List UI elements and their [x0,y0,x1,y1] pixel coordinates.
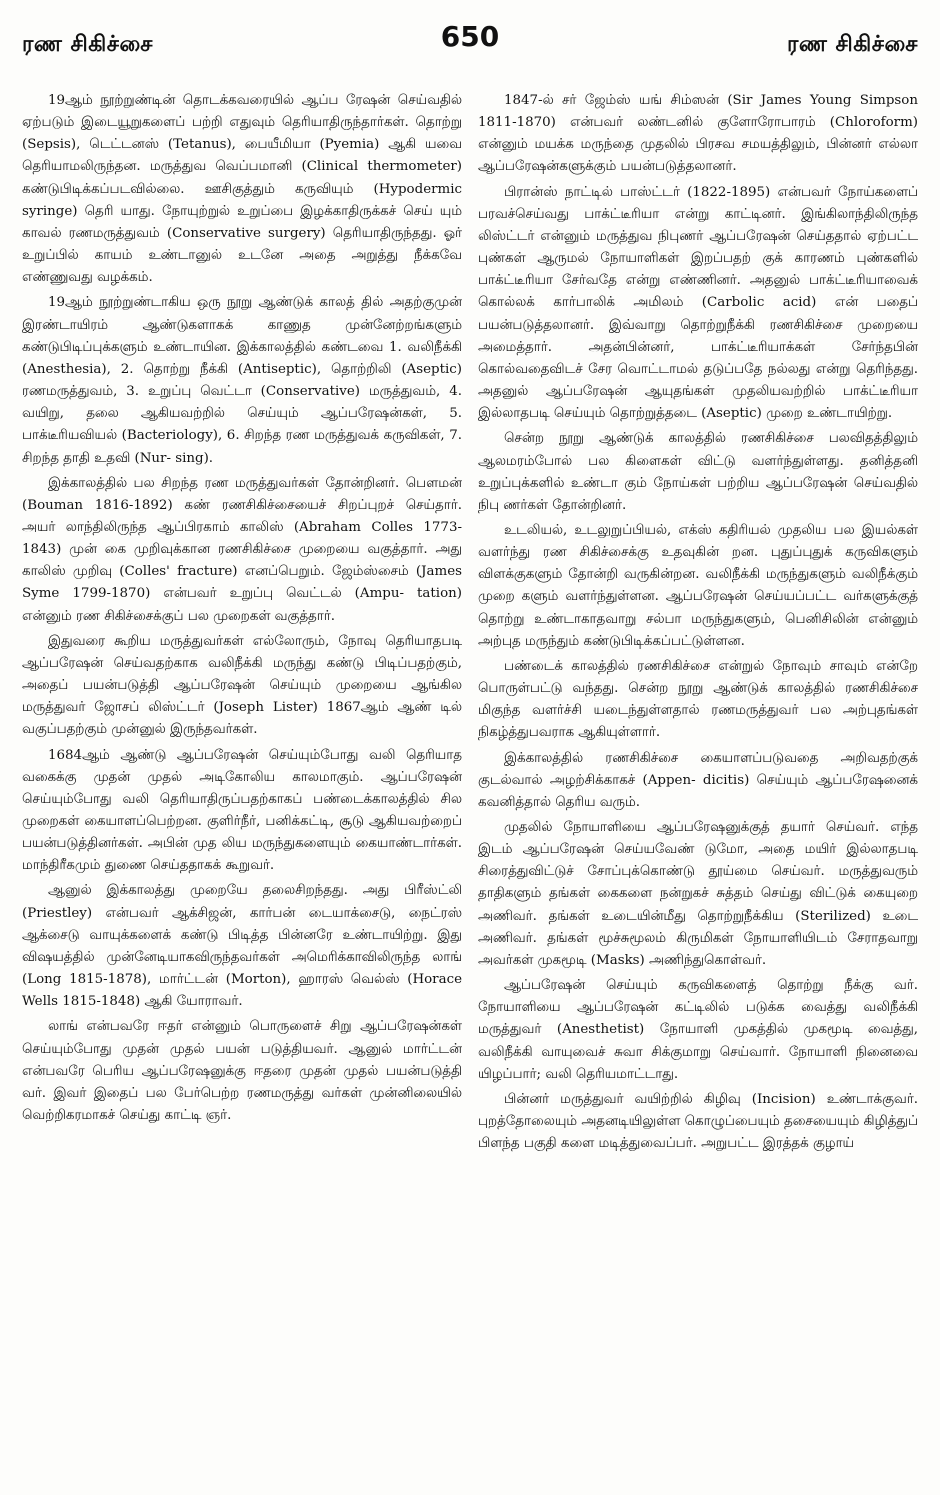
text-columns [22,90,918,1158]
left-column [22,90,462,1158]
paragraph: முதலில் நோயாளியை ஆப்பரேஷனுக்குத் தயார் செய்வர். எந்த இடம் ஆப்பரேஷன் செய்யவேண் டுமோ, அதை மயிர் இல்லாதபடி சிரைத்துவிட்டுச் சோப்புக்கொண்டு தூய்மை செய்வர். மருத்துவரும் தாதிகளும் தங்கள் கைகளை நன்றுகச் சுத்தம் செய்து விட்டுக் கையுறை அணிவர். தங்கள் உடையின்மீது தொற்றுநீக்கிய (Sterilized) உடை அணிவர். தங்கள் மூச்சுமூலம் கிருமிகள் நோயாளியிடம் சேராதவாறு அவர்கள் முகமூடி (Masks) அணிந்துகொள்வர். [478,820,918,968]
paragraph: 19ஆம் நூற்றுண்டாகிய ஒரு நூறு ஆண்டுக் காலத் தில் அதற்குமுன் இரண்டாயிரம் ஆண்டுகளாகக் காணுத முன்னேற்றங்களும் கண்டுபிடிப்புக்களும் உண்டாயின. இக்காலத்தில் கண்டவை 1. வலிநீக்கி (Anesthesia), 2. தொற்று நீக்கி (Antiseptic), தொற்றிலி (Aseptic) ரணமருத்துவம், 3. உறுப்பு வெட்டா (Conservative) மருத்துவம், 4. வயிறு, தலை ஆகியவற்றில் செய்யும் ஆப்பரேஷன்கள், 5. பாக்டீரியவியல் (Bacteriology), 6. சிறந்த ரண மருத்துவக் கருவிகள், 7. சிறந்த தாதி உதவி (Nur- sing). [22,295,462,466]
paragraph: இதுவரை கூறிய மருத்துவர்கள் எல்லோரும், நோவு தெரியாதபடி ஆப்பரேஷன் செய்வதற்காக வலிநீக்கி மருந்து கண்டு பிடிப்பதற்கும், அதைப் பயன்படுத்தி ஆப்பரேஷன் செய்யும் முறையை ஆங்கில மருத்துவர் ஜோசப் லிஸ்ட்டர் (Joseph Lister) 1867ஆம் ஆண் டில் வகுப்பதற்கும் முன்னுல் இருந்தவர்கள். [22,633,462,738]
paragraph: ஆனுல் இக்காலத்து முறையே தலைசிறந்தது. அது பிரீஸ்ட்லி (Priestley) என்பவர் ஆக்சிஜன், கார்பன் டையாக்சைடு, நைட்ரஸ் ஆக்சைடு வாயுக்களைக் கண்டு பிடித்த பின்னரே உண்டாயிற்று. இது விஷயத்தில் முன்னேடியாகவிருந்தவர்கள் அமெரிக்காவிலிருந்த லாங் (Long 1815-1878), மார்ட்டன் (Morton), ஹாரஸ் வெல்ஸ் (Horace Wells 1815-1848) ஆகி யோராவர். [22,883,462,1010]
paragraph: லாங் என்பவரே ஈதர் என்னும் பொருளைச் சிறு ஆப்பரேஷன்கள் செய்யும்போது முதன் முதல் பயன் படுத்தியவர். ஆனுல் மார்ட்டன் என்பவரே பெரிய ஆப்பரேஷனுக்கு ஈதரை முதன் முதல் பயன்படுத்தி வர். இவர் இதைப் பல பேர்பெற்ற ரணமருத்து வர்கள் முன்னிலையில் வெற்றிகரமாகச் செய்து காட்டி ஞர். [22,1019,462,1124]
paragraph: பண்டைக் காலத்தில் ரணசிகிச்சை என்றுல் நோவும் சாவும் என்றே பொருள்பட்டு வந்தது. சென்ற நூறு ஆண்டுக் காலத்தில் ரணசிகிச்சை மிகுந்த வளர்ச்சி யடைந்துள்ளதால் ரணமருத்துவர் பல அற்புதங்கள் நிகழ்த்துபவராக ஆகியுள்ளார். [478,658,918,741]
running-title-right: ரண சிகிச்சை [787,32,918,57]
running-title-left: ரண சிகிச்சை [22,32,153,57]
paragraph: 19ஆம் நூற்றுண்டின் தொடக்கவரையில் ஆப்ப ரேஷன் செய்வதில் ஏற்படும் இடையூறுகளைப் பற்றி எதுவும் தெரியாதிருந்தார்கள். தொற்று (Sepsis), டெட்டனஸ் (Tetanus), பையீமியா (Pyemia) ஆகி யவை தெரியாமலிருந்தன. மருத்துவ வெப்பமானி (Clinical thermometer) கண்டுபிடிக்கப்படவில்லை. ஊசிகுத்தும் கருவியும் (Hypodermic syringe) தெரி யாது. நோயுற்றுல் உறுப்பை இழக்காதிருக்கச் செய் யும் காவல் ரணமருத்துவம் (Conservative surgery) தெரியாதிருந்தது. ஓர் உறுப்பில் காயம் உண்டானுல் உடனே அதை அறுத்து நீக்கவே எண்ணுவது வழக்கம். [22,93,462,286]
paragraph: 1684ஆம் ஆண்டு ஆப்பரேஷன் செய்யும்போது வலி தெரியாத வகைக்கு முதன் முதல் அடிகோலிய காலமாகும். ஆப்பரேஷன் செய்யும்போது வலி தெரியாதிருப்பதற்காகப் பண்டைக்காலத்தில் சில முறைகள் கையாளப்பெற்றன. குளிர்நீர், பனிக்கட்டி, சூடு ஆகியவற்றைப் பயன்படுத்தினர்கள். அபின் முத லிய மருந்துகளையும் கையாண்டார்கள். மாந்திரீகமும் துணை செய்ததாகக் கூறுவர். [22,747,462,874]
right-column [478,90,918,1158]
paragraph: இக்காலத்தில் ரணசிகிச்சை கையாளப்படுவதை அறிவதற்குக் குடல்வால் அழற்சிக்காகச் (Appen- dicitis) செய்யும் ஆப்பரேஷனைக் கவனித்தால் தெரிய வரும். [478,750,918,810]
paragraph: உடலியல், உடலுறுப்பியல், எக்ஸ் கதிரியல் முதலிய பல இயல்கள் வளர்ந்து ரண சிகிச்சைக்கு உதவுகின் றன. புதுப்புதுக் கருவிகளும் விளக்குகளும் தோன்றி வருகின்றன. வலிநீக்கி மருந்துகளும் வலிநீக்கும் முறை களும் வளர்ந்துள்ளன. ஆப்பரேஷன் செய்யப்பட்ட வர்களுக்குத் தொற்று உண்டாகாதவாறு சல்பா மருந்துகளும், பெனிசிலின் என்னும் அற்புத மருந்தும் கண்டுபிடிக்கப்பட்டுள்ளன. [478,522,918,649]
page-number: 650 [440,20,500,53]
paragraph: சென்ற நூறு ஆண்டுக் காலத்தில் ரணசிகிச்சை பலவிதத்திலும் ஆலமரம்போல் பல கிளைகள் விட்டு வளர்ந்துள்ளது. தனித்தனி உறுப்புக்களில் உண்டா கும் நோய்கள் பற்றிய ஆப்பரேஷன் செய்வதில் நிபு ணர்கள் தோன்றினர். [478,431,918,513]
paragraph: பிரான்ஸ் நாட்டில் பாஸ்ட்டர் (1822-1895) என்பவர் நோய்களைப் பரவச்செய்வது பாக்ட்டீரியா என்று காட்டினர். இங்கிலாந்திலிருந்த லிஸ்ட்டர் என்னும் மருத்துவ நிபுணர் ஆப்பரேஷன் செய்ததால் ஏற்பட்ட புண்கள் ஆருமல் நோயாளிகள் இறப்பதற் குக் காரணம் புண்களில் பாக்ட்டீரியா சேர்வதே என்று எண்ணினர். அதனுல் பாக்ட்டீரியாவைக் கொல்லக் கார்பாலிக் அமிலம் (Carbolic acid) என் பதைப் பயன்படுத்தலானர். இவ்வாறு தொற்றுநீக்கி ரணசிகிச்சை முறையை அமைத்தார். அதன்பின்னர், பாக்ட்டீரியாக்கள் சேர்ந்தபின் கொல்வதைவிடச் சேர வொட்டாமல் தடுப்பதே நல்லது என்று தெரிந்தது. அதனுல் ஆப்பரேஷன் ஆயுதங்கள் முதலியவற்றில் பாக்ட்டீரியா இல்லாதபடி செய்யும் தொற்றுத்தடை (Aseptic) முறை உண்டாயிற்று. [478,184,918,422]
paragraph: இக்காலத்தில் பல சிறந்த ரண மருத்துவர்கள் தோன்றினர். பௌமன் (Bouman 1816-1892) கண் ரணசிகிச்சையைச் சிறப்புறச் செய்தார். அயர் லாந்திலிருந்த ஆப்பிரகாம் காலிஸ் (Abraham Colles 1773-1843) முன் கை முறிவுக்கான ரணசிகிச்சை முறையை வகுத்தார். அது காலிஸ் முறிவு (Colles' fracture) எனப்பெறும். ஜேம்ஸ்சைம் (James Syme 1799-1870) என்பவர் உறுப்பு வெட்டல் (Ampu- tation) என்னும் ரண சிகிச்சைக்குப் பல முறைகள் வகுத்தார். [22,475,462,624]
paragraph: 1847-ல் சர் ஜேம்ஸ் யங் சிம்ஸன் (Sir James Young Simpson 1811-1870) என்பவர் லண்டனில் குளோரோபாரம் (Chloroform) என்னும் மயக்க மருந்தை முதலில் பிரசவ சமயத்திலும், பின்னர் எல்லா ஆப்பரேஷன்களுக்கும் பயன்படுத்தலானர். [478,93,918,175]
paragraph: ஆப்பரேஷன் செய்யும் கருவிகளைத் தொற்று நீக்கு வர். நோயாளியை ஆப்பரேஷன் கட்டிலில் படுக்க வைத்து வலிநீக்கி மருத்துவர் (Anesthetist) நோயாளி முகத்தில் முகமூடி வைத்து, வலிநீக்கி வாயுவைச் சுவா சிக்குமாறு செய்வார். நோயாளி நினைவை யிழப்பார்; வலி தெரியமாட்டாது. [478,978,918,1082]
page-header [22,18,918,60]
paragraph: பின்னர் மருத்துவர் வயிற்றில் கிழிவு (Incision) உண்டாக்குவர். புறத்தோலையும் அதனடியிலுள்ள கொழுப்பையும் தசையையும் கிழித்துப் பிளந்த பகுதி களை மடித்துவைப்பர். அறுபட்ட இரத்தக் குழாய் [478,1091,918,1152]
